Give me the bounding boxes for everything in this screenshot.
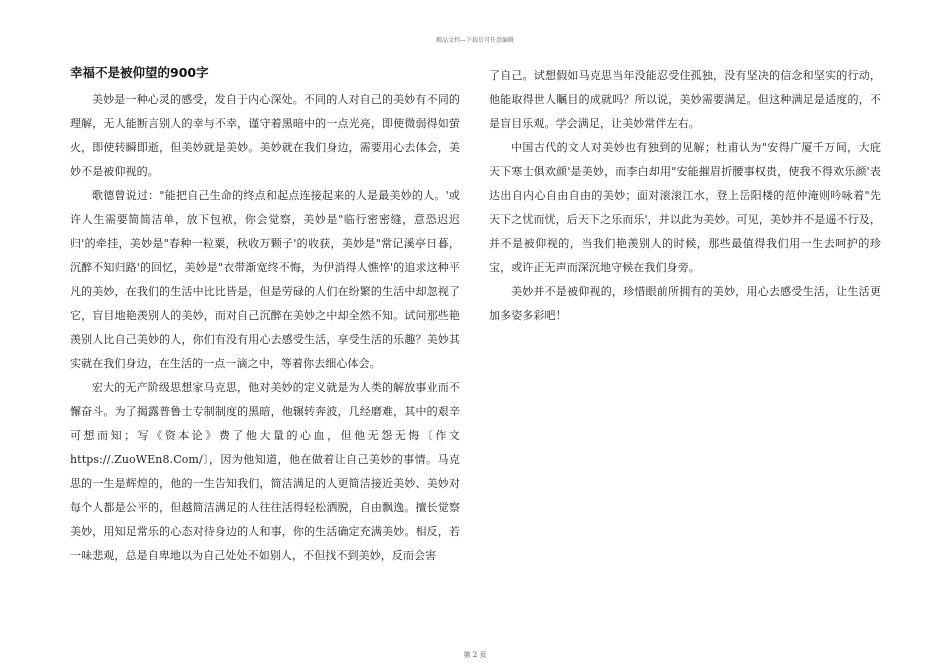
left-column: [70, 64, 460, 568]
article-title: 幸福不是被仰望的900字: [70, 65, 209, 80]
paragraph-goethe: 歌德曾说过："能把自己生命的终点和起点连接起来的人是最美妙的人。'或许人生需要简简洁单，放下包袱，你会觉察，美妙是"临行密密缝，意恐迟迟归'的牵挂，美妙是"春种一粒粟，秋收万颗子'的收获，美妙是"常记溪亭日暮，沉醉不知归路'的回忆，美妙是"衣带渐宽终不悔，为伊消得人憔悴'的追求这种平凡的美妙，在我们的生活中比比皆是，但是劳碌的人们在纷繁的生活中却忽视了它，盲目地艳羡别人的美妙，而对自己沉醉在美妙之中却全然不知。试问那些艳羡别人比自己美妙的人，你们有没有用心去感受生活，享受生活的乐趣？美妙其实就在我们身边，在生活的一点一滴之中，等着你去细心体会。: [70, 189, 460, 370]
paragraph-ancient-scholars: 中国古代的文人对美妙也有独到的见解；杜甫认为"安得广厦千万间，大庇天下寒士俱欢颜'是美妙，而李白却用"安能摧眉折腰事权贵，使我不得欢乐颜'表达出自内心自由自由的美妙；面对滚滚江水，登上岳阳楼的范仲淹则吟咏着"先天下之忧而忧，后天下之乐而乐'，并以此为美妙。可见，美妙并不是遥不行及，并不是被仰视的，当我们艳羡别人的时候，那些最值得我们用一生去呵护的珍宝，或许正无声而深沉地守候在我们身旁。: [489, 141, 881, 274]
paragraph-marx-continued: 了自己。试想假如马克思当年没能忍受住孤独，没有坚决的信念和坚实的行动，他能取得世人瞩目的成就吗？所以说，美妙需要满足。但这种满足是适度的，不是盲目乐观。学会满足，让美妙常伴左右。: [489, 69, 881, 130]
page-header: 精品文档—下载后可任意编辑: [435, 37, 514, 44]
paragraph-marx: 宏大的无产阶级思想家马克思，他对美妙的定义就是为人类的解放事业而不懈奋斗。为了揭露普鲁士专制制度的黑暗，他辗转奔波，几经磨难，其中的艰辛可想而知；写《资本论》费了他大量的心血，但他无怨无悔〔作文https://.ZuoWEn8.Com/〕，因为他知道，他在做着让自己美妙的事情。马克思的一生是辉煌的，他的一生告知我们，简洁满足的人更简洁接近美妙、美妙对每个人都是公平的，但越简洁满足的人往往活得轻松洒脱，自由飘逸。擅长觉察美妙，用知足常乐的心态对待身边的人和事，你的生活确定充满美妙。相反，若一味悲观，总是自卑地以为自己处处不如别人，不但找不到美妙，反而会害: [70, 381, 460, 562]
page-number: 第 2 页: [463, 651, 487, 659]
paragraph-conclusion: 美妙并不是被仰视的，珍惜眼前所拥有的美妙，用心去感受生活，让生活更加多姿多彩吧！: [489, 285, 881, 322]
paragraph-intro: 美妙是一种心灵的感受，发自于内心深处。不同的人对自己的美妙有不同的理解，无人能断言别人的幸与不幸，谨守着黑暗中的一点光亮，即使微弱得如萤火，即使转瞬即逝，但美妙就是美妙。美妙就在我们身边，需要用心去体会，美妙不是被仰视的。: [70, 93, 460, 178]
right-column: [489, 64, 881, 328]
